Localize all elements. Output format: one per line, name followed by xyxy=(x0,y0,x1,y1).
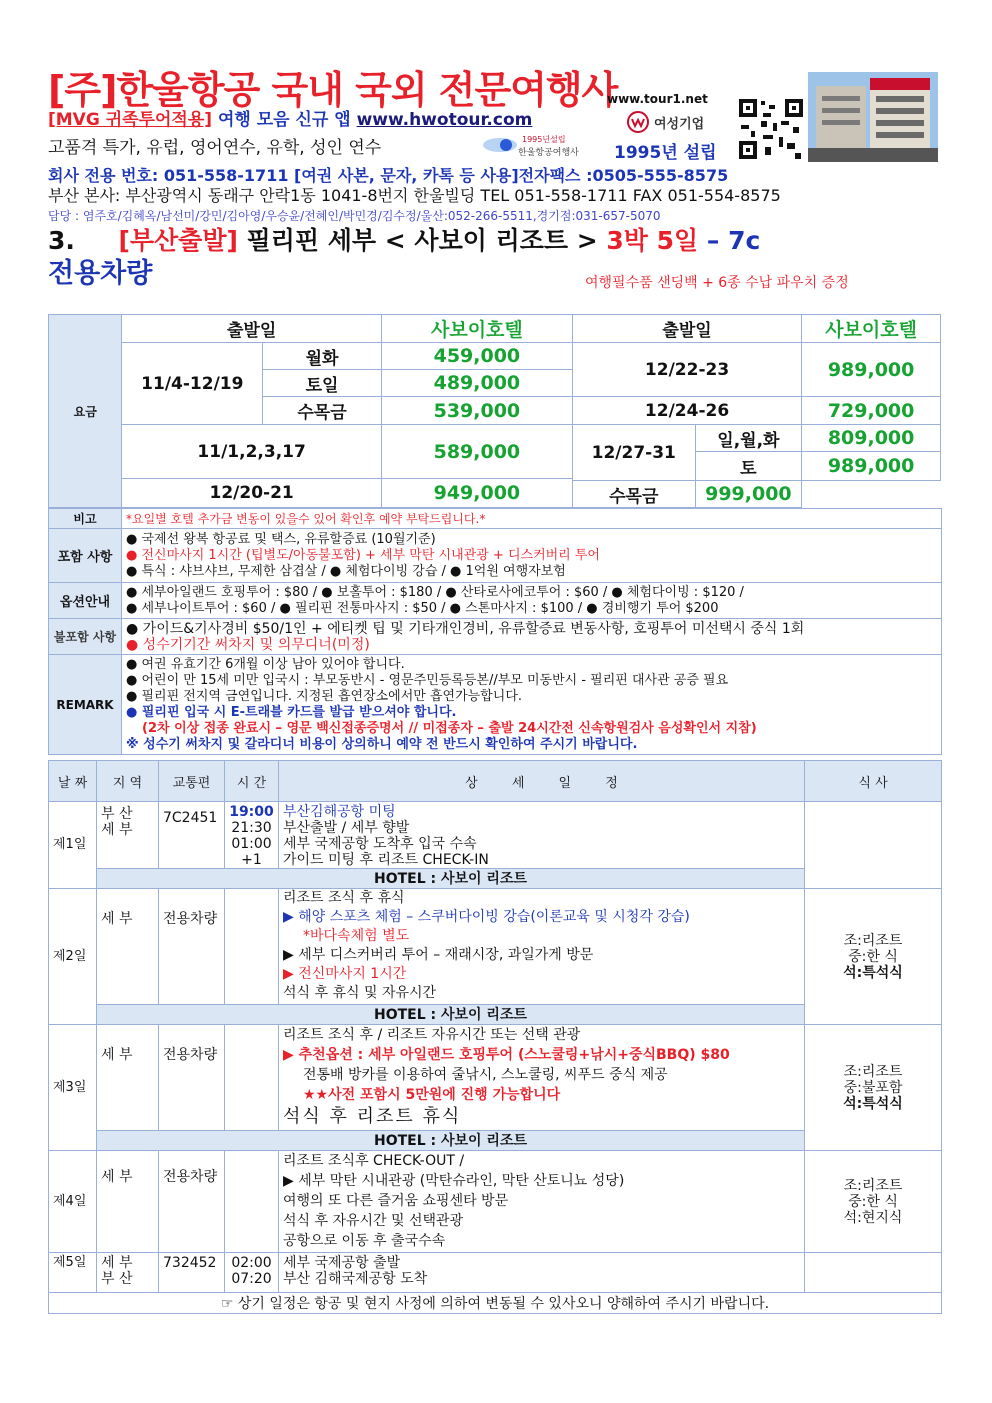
table-row xyxy=(49,1151,942,1253)
price-label: 요금 xyxy=(49,315,122,508)
remark-item: ● 필리핀 전지역 금연입니다. 지정된 흡연장소에서만 흡연가능합니다. xyxy=(126,688,523,704)
date-cell: 11/4-12/19 xyxy=(122,343,263,425)
detail-cell: 부산김해공항 미팅 부산출발 / 세부 향발 세부 국제공항 도착후 입국 수속 가이드 미팅 후 리조트 CHECK-IN xyxy=(279,802,805,869)
tour-title: 3. [부산출발] 필리핀 세부 < 사보이 리조트 > 3박 5일 – 7c xyxy=(48,226,761,255)
region-cell: 세 부 부 산 xyxy=(97,1253,159,1293)
remark-item: (2차 이상 접종 완료시 – 영문 백신접종증명서 // 미접종자 – 출발 24시간전 신속항원검사 음성확인서 지참) xyxy=(142,720,757,736)
day-cell: 월화 xyxy=(263,343,382,370)
women-business-logo: 여성기업 xyxy=(626,110,734,134)
meal-cell: 조:리조트 중:한 식 석:현지식 xyxy=(805,1151,942,1253)
gift-note: 여행필수품 샌딩백 + 6종 수납 파우치 증정 xyxy=(585,275,849,291)
region-cell: 세 부 xyxy=(97,1151,159,1253)
app-url[interactable]: www.hwotour.com xyxy=(356,110,533,130)
option-item: ● 세부나이트투어 : $60 / ● 필리핀 전통마사지 : $50 / ● 스톤마사지 : $100 / ● 경비행기 투어 $200 xyxy=(126,600,719,616)
meal-cell xyxy=(805,802,942,889)
price-cell: 949,000 xyxy=(381,479,572,508)
detail-cell: 리조트 조식후 CHECK-OUT / ▶ 세부 막탄 시내관광 (막탄슈라인, 막탄 산토니뇨 성당) 여행의 또 다른 즐거움 쇼핑센타 방문 석식 후 자유시간 및 선택관광 공항으로 이동 후 출국수속 xyxy=(279,1151,805,1253)
phone-line: 회사 전용 번호: 051-558-1711 [여권 사본, 문자, 카톡 등 사용]전자팩스 :0505-555-8575 xyxy=(48,166,729,185)
price-cell: 999,000 xyxy=(695,481,802,508)
time-cell xyxy=(225,889,279,1005)
date-cell: 12/22-23 xyxy=(572,343,801,397)
option-label: 옵션안내 xyxy=(49,583,122,619)
company-seal-logo: 1995년설립 한울항공여행사 xyxy=(482,134,604,158)
transport-cell: 7C2451 xyxy=(159,802,225,869)
day-cell: 수목금 xyxy=(572,481,695,508)
founded-label: 1995년 설립 xyxy=(614,143,717,163)
staff-line: 담당 : 염주호/김혜옥/남선미/강민/김아영/우승윤/전혜인/박민경/김수정/울산:052-266-5511,경기점:031-657-5070 xyxy=(48,209,661,223)
price-cell: 989,000 xyxy=(802,343,941,397)
include-item: ● 전신마사지 1시간 (팁별도/아동불포함) + 세부 막탄 시내관광 + 디스커버리 투어 xyxy=(126,547,600,563)
hotel-row: HOTEL : 사보이 리조트 xyxy=(97,1005,805,1025)
col-time: 시 간 xyxy=(225,761,279,802)
price-cell: 459,000 xyxy=(381,343,572,370)
itinerary-table xyxy=(48,760,942,1314)
col-date: 날 짜 xyxy=(49,761,97,802)
table-row xyxy=(49,889,942,1005)
hotel-row: HOTEL : 사보이 리조트 xyxy=(97,869,805,889)
mvg-label: [MVG 귀족투어적용] xyxy=(48,110,213,130)
transport-cell: 전용차량 xyxy=(159,889,225,1005)
price-cell: 589,000 xyxy=(381,425,572,479)
tour-subtitle: 전용차량 xyxy=(48,258,153,289)
remark-item: ● 필리핀 입국 시 E-트래블 카드를 발급 받으셔야 합니다. xyxy=(126,704,457,720)
app-label: 여행 모음 신규 앱 xyxy=(217,110,351,130)
note-text: *요일별 호텔 추가금 변동이 있을수 있어 확인후 예약 부탁드립니다.* xyxy=(122,509,942,529)
qr-code-icon[interactable] xyxy=(737,97,805,161)
meal-cell: 조:리조트 중:한 식 석:특석식 xyxy=(805,889,942,1025)
website-url[interactable]: www.tour1.net xyxy=(607,92,708,106)
exclude-list xyxy=(122,619,942,655)
services-line: 고품격 특가, 유럽, 영어연수, 유학, 성인 연수 xyxy=(48,138,382,158)
company-name: [주]한울항공 국내 국외 전문여행사 xyxy=(48,68,618,112)
day-label: 제1일 xyxy=(49,802,97,889)
option-list xyxy=(122,583,942,619)
day-label: 제3일 xyxy=(49,1025,97,1151)
day-label: 제4일 xyxy=(49,1151,97,1253)
transport-cell: 732452 xyxy=(159,1253,225,1293)
hotel-header: 사보이호텔 xyxy=(381,315,572,343)
meal-cell: 조:리조트 중:불포함 석:특석식 xyxy=(805,1025,942,1151)
remark-list xyxy=(122,655,942,755)
hotel-header-2: 사보이호텔 xyxy=(802,315,941,343)
itinerary-header xyxy=(49,761,942,802)
date-cell: 12/24-26 xyxy=(572,397,801,425)
day-cell: 수목금 xyxy=(263,397,382,425)
office-building-photo xyxy=(808,72,938,162)
detail-cell: 리조트 조식 후 / 리조트 자유시간 또는 선택 관광 ▶ 추천옵션 : 세부 아일랜드 호핑투어 (스노쿨링+낚시+중식BBQ) $80 전통배 방카를 이용하여 줄낚시, 스노쿨링, 씨푸드 중식 제공 ★★사전 포함시 5만원에 진행 가능합니다 석식 후 리조트 휴식 xyxy=(279,1025,805,1131)
day-cell: 토 xyxy=(695,452,802,481)
option-item: ● 세부아일랜드 호핑투어 : $80 / ● 보홀투어 : $180 / ● 산타로사에코투어 : $60 / ● 체험다이빙 : $120 / xyxy=(126,584,744,600)
include-list xyxy=(122,529,942,583)
time-cell xyxy=(225,1151,279,1253)
transport-cell: 전용차량 xyxy=(159,1025,225,1131)
remark-item: ※ 성수기 써차지 및 갈라디너 비용이 상의하니 예약 전 반드시 확인하여 주시기 바랍니다. xyxy=(126,736,638,752)
price-cell: 989,000 xyxy=(802,452,941,481)
date-cell: 12/27-31 xyxy=(572,425,695,481)
price-cell: 809,000 xyxy=(802,425,941,452)
table-row xyxy=(49,1025,942,1131)
departure-header-2: 출발일 xyxy=(572,315,801,343)
region-cell: 세 부 xyxy=(97,1025,159,1131)
day-cell: 일,월,화 xyxy=(695,425,802,452)
include-item: ● 특식 : 샤브샤브, 무제한 삼겹살 / ● 체험다이빙 강습 / ● 1억원 여행자보험 xyxy=(126,563,566,579)
col-transport: 교통편 xyxy=(159,761,225,802)
col-region: 지 역 xyxy=(97,761,159,802)
app-line xyxy=(48,110,532,130)
note-label: 비고 xyxy=(49,509,122,529)
exclude-item: ● 가이드&기사경비 $50/1인 + 에티켓 팁 및 기타개인경비, 유류할증료 변동사항, 호핑투어 미선택시 중식 1회 xyxy=(126,620,805,637)
detail-cell: 리조트 조식 후 휴식 ▶ 해양 스포츠 체험 – 스쿠버다이빙 강습(이론교육 및 시청각 강습) *바다속체험 별도 ▶ 세부 디스커버리 투어 – 재래시장, 과일가게 방문 ▶ 전신마사지 1시간 석식 후 휴식 및 자유시간 xyxy=(279,889,805,1005)
col-detail: 상 세 일 정 xyxy=(279,761,805,802)
time-cell: 19:00 21:30 01:00 +1 xyxy=(225,802,279,869)
address-line: 부산 본사: 부산광역시 동래구 안락1동 1041-8번지 한울빌딩 TEL 051-558-1711 FAX 051-554-8575 xyxy=(48,186,781,205)
day-label: 제2일 xyxy=(49,889,97,1025)
hotel-row: HOTEL : 사보이 리조트 xyxy=(97,1131,805,1151)
price-cell: 489,000 xyxy=(381,370,572,397)
meal-cell xyxy=(805,1253,942,1293)
wave-logo-icon xyxy=(482,134,518,156)
remark-label: REMARK xyxy=(49,655,122,755)
info-table xyxy=(48,508,942,755)
time-cell: 02:00 07:20 xyxy=(225,1253,279,1293)
table-row xyxy=(49,1253,942,1293)
exclude-item: ● 성수기기간 써차지 및 의무디너(미정) xyxy=(126,636,370,653)
price-table xyxy=(48,314,941,508)
remark-item: ● 어린이 만 15세 미만 입국시 : 부모동반시 - 영문주민등록등본//부모 미동반시 - 필리핀 대사관 공증 필요 xyxy=(126,672,729,688)
include-label: 포함 사항 xyxy=(49,529,122,583)
transport-cell: 전용차량 xyxy=(159,1151,225,1253)
exclude-label: 불포함 사항 xyxy=(49,619,122,655)
date-cell: 12/20-21 xyxy=(122,479,381,508)
remark-item: ● 여권 유효기간 6개월 이상 남아 있어야 합니다. xyxy=(126,656,405,672)
detail-cell: 세부 국제공항 출발 부산 김해국제공항 도착 xyxy=(279,1253,805,1293)
time-cell xyxy=(225,1025,279,1131)
women-business-icon xyxy=(626,110,650,134)
date-cell: 11/1,2,3,17 xyxy=(122,425,381,479)
price-cell: 729,000 xyxy=(802,397,941,425)
include-item: ● 국제선 왕복 항공료 및 택스, 유류할증료 (10월기준) xyxy=(126,531,436,547)
table-row xyxy=(49,802,942,869)
itinerary-footer: ☞ 상기 일정은 항공 및 현지 사정에 의하여 변동될 수 있사오니 양해하여 주시기 바랍니다. xyxy=(49,1293,942,1314)
col-meal: 식 사 xyxy=(805,761,942,802)
region-cell: 부 산 세 부 xyxy=(97,802,159,869)
region-cell: 세 부 xyxy=(97,889,159,1005)
day-label: 제5일 xyxy=(49,1253,97,1293)
price-cell: 539,000 xyxy=(381,397,572,425)
day-cell: 토일 xyxy=(263,370,382,397)
departure-header: 출발일 xyxy=(122,315,381,343)
